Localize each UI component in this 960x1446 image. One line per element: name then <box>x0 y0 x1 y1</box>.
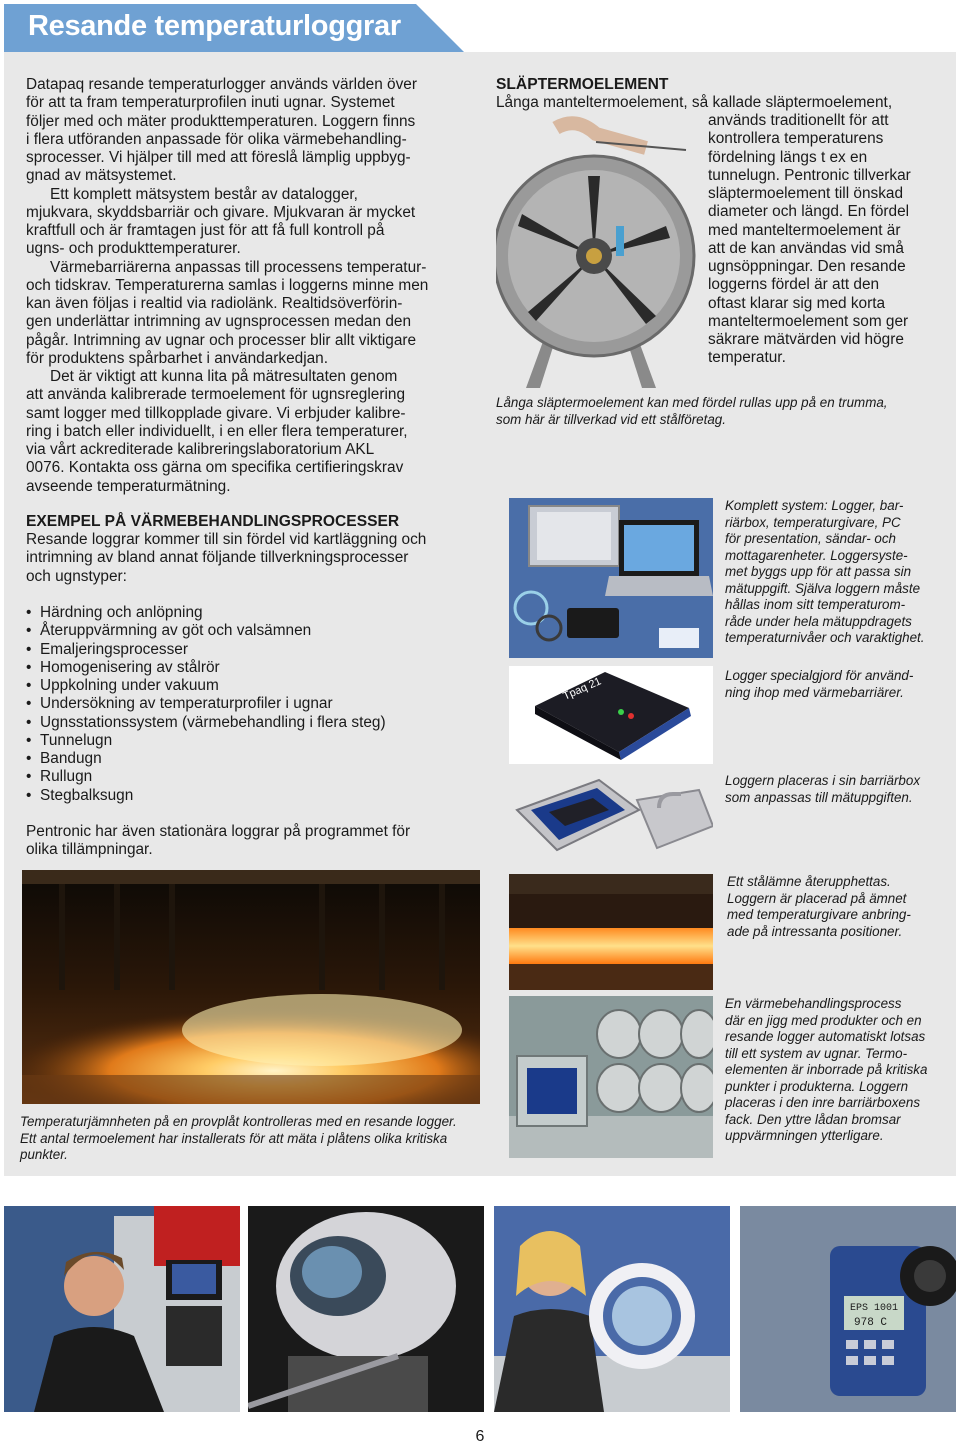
text-line: olika tillämpningar. <box>26 841 153 859</box>
page-title: Resande temperaturloggrar <box>28 10 401 42</box>
text-line: pågår. Intrimning av ugnar och processer blir allt viktigare <box>26 331 417 349</box>
text-line: punkter i produkterna. Loggern <box>725 1078 909 1094</box>
text-line: säkrare mätvärden vid högre <box>708 331 904 348</box>
jig-caption <box>725 996 927 1145</box>
text-line: manteltermoelement som ger <box>708 312 909 330</box>
text-line: riärbox, temperaturgivare, PC <box>725 514 901 530</box>
text-line: som anpassas till mätuppgiften. <box>725 789 913 805</box>
text-line: ring i batch eller individuellt, i en eller flera temperaturer, <box>26 422 408 440</box>
process-list <box>26 604 386 805</box>
text-line: ugnsöppningar. Den resande <box>708 258 906 275</box>
intro-p1 <box>26 76 428 186</box>
text-line: Logger specialgjord för använd- <box>725 668 914 683</box>
text-line: Komplett system: Logger, bar- <box>725 498 904 513</box>
list-item: • Undersökning av temperaturprofiler i ugnar <box>26 695 386 713</box>
list-item: • Återuppvärmning av göt och valsämnen <box>26 622 386 640</box>
welder-photo <box>248 1206 484 1412</box>
barrier-caption <box>725 773 920 806</box>
text-line: fack. Den yttre lådan bromsar <box>725 1111 901 1127</box>
list-item: • Homogenisering av stålrör <box>26 659 386 677</box>
text-line: via vårt ackrediterade kalibreringslaboratorium AKL <box>26 441 375 458</box>
list-item: • Bandugn <box>26 750 386 768</box>
text-line: kontrollera temperaturens <box>708 130 884 148</box>
operator-photo <box>4 1206 240 1412</box>
text-line: intrimning av bland annat följande tillverkningsprocesser <box>26 549 409 567</box>
text-line: råde under hela mätuppdragets <box>725 613 912 629</box>
barrier-photo <box>509 770 713 866</box>
slap-caption <box>496 395 888 428</box>
text-line: att använda kalibrerade termoelement för ugnsreglering <box>26 386 406 404</box>
text-line: mottagarenheter. Loggersyste- <box>725 547 908 563</box>
text-line: 0076. Kontakta oss gärna om specifika certifieringskrav <box>26 459 404 477</box>
instrument-photo <box>740 1206 956 1412</box>
text-line: punkter. <box>20 1147 68 1162</box>
text-line: Loggern är placerad på ämnet <box>727 890 907 906</box>
inspector-photo <box>494 1206 730 1412</box>
slap-lead: Långa manteltermoelement, så kallade släptermoelement, <box>496 94 893 111</box>
list-item: • Uppkolning under vakuum <box>26 677 386 695</box>
billet-photo <box>509 874 713 990</box>
examples-heading: EXEMPEL PÅ VÄRMEBEHANDLINGSPROCESSER <box>26 513 400 530</box>
text-line: släptermoelement till önskad <box>708 185 904 202</box>
text-line: mjukvara, skyddsbarriär och givare. Mjukvaran är mycket <box>26 203 416 221</box>
list-item: • Ugnsstationssystem (värmebehandling i flera steg) <box>26 714 386 732</box>
text-line: Det är viktigt att kunna lita på mätresultaten genom <box>50 368 398 385</box>
text-line: ade på intressanta positioner. <box>727 923 903 939</box>
intro-p2 <box>26 186 428 259</box>
text-line: Resande loggrar kommer till sin fördel vid kartläggning och <box>26 531 427 548</box>
text-line: diameter och längd. En fördel <box>708 203 910 221</box>
text-line: Pentronic har även stationära loggrar på programmet för <box>26 823 411 840</box>
logger-caption <box>725 668 913 701</box>
jig-photo <box>509 996 713 1158</box>
text-line: temperatur. <box>708 349 786 367</box>
text-line: för presentation, sändar- och <box>725 531 896 546</box>
text-line: oftast klarar sig med korta <box>708 294 886 312</box>
list-item: • Stegbalksugn <box>26 787 386 805</box>
text-line: hållas inom sitt temperaturom- <box>725 597 906 612</box>
text-line: för att ta fram temperaturprofilen inuti ugnar. Systemet <box>26 94 395 112</box>
text-line: som här är tillverkad vid ett stålföretag. <box>496 411 726 427</box>
readout-line-1: EPS 1001 <box>850 1303 899 1314</box>
text-line: temperaturnivåer och varaktighet. <box>725 630 925 645</box>
system-caption <box>725 498 924 647</box>
intro-p3 <box>26 259 428 369</box>
text-line: kan även följas i realtid via radiolänk. Realtidsöverförin- <box>26 295 403 312</box>
text-line: gnad av mätsystemet. <box>26 167 177 185</box>
text-line: resande logger automatiskt lotsas <box>725 1029 926 1044</box>
examples-intro <box>26 531 426 586</box>
text-line: fördelning längs t ex en <box>708 148 868 166</box>
text-line: Datapaq resande temperaturlogger används världen över <box>26 76 417 93</box>
text-line: Temperaturjämnheten på en provplåt kontrolleras med en resande logger. <box>20 1114 457 1129</box>
text-line: ning ihop med värmebarriärer. <box>725 684 904 700</box>
text-line: till ett system av ugnar. Termo- <box>725 1045 908 1061</box>
text-line: Värmebarriärerna anpassas till processens temperatur- <box>50 258 427 276</box>
list-item: • Tunnelugn <box>26 732 386 750</box>
furnace-plate-photo <box>22 870 480 1104</box>
text-line: En värmebehandlingsprocess <box>725 996 902 1011</box>
text-line: tunnelugn. Pentronic tillverkar <box>708 166 911 184</box>
logger-label: Tpaq 21 <box>561 675 604 703</box>
text-line: i flera utföranden anpassade för olika värmebehandling- <box>26 130 407 148</box>
text-line: samt logger med tillkopplade givare. Vi erbjuder kalibre- <box>26 404 406 422</box>
text-line: Ett antal termoelement har installerats för att mäta i plåtens olika kritiska <box>20 1130 448 1146</box>
system-photo <box>509 498 713 658</box>
text-line: elementen är inborrade på kritiska <box>725 1062 928 1077</box>
slap-body <box>708 112 911 368</box>
list-item: • Härdning och anlöpning <box>26 604 386 622</box>
text-line: met byggs upp för att passa sin <box>725 564 912 579</box>
text-line: används traditionellt för att <box>708 112 889 129</box>
text-line: gen underlättar intrimning av ugnsprocessen medan den <box>26 313 412 331</box>
text-line: och ugnstyper: <box>26 567 127 585</box>
text-line: loggerns fördel är att den <box>708 276 880 294</box>
logger-photo <box>509 666 713 764</box>
list-item: • Rullugn <box>26 768 386 786</box>
text-line: sprocesser. Vi hjälper till med att föreslå lämplig uppbyg- <box>26 149 411 166</box>
text-line: med manteltermoelement är <box>708 221 901 239</box>
intro-p4 <box>26 368 428 496</box>
slap-heading: SLÄPTERMOELEMENT <box>496 76 669 93</box>
plate-caption <box>20 1114 457 1164</box>
readout-line-2: 978 C <box>854 1317 888 1329</box>
text-line: med temperaturgivare anbring- <box>727 907 911 922</box>
intro-text <box>26 76 428 496</box>
text-line: kraftfull och är framtagen just för att få full kontroll på <box>26 222 385 239</box>
text-line: där en jigg med produkter och en <box>725 1012 922 1028</box>
text-line: Långa släptermoelement kan med fördel rullas upp på en trumma, <box>496 395 888 410</box>
text-line: att de kan användas vid små <box>708 239 904 257</box>
drum-photo <box>496 116 702 388</box>
text-line: Loggern placeras i sin barriärbox <box>725 773 921 788</box>
text-line: Ett komplett mätsystem består av datalogger, <box>50 185 358 203</box>
text-line: ugns- och produkttemperaturer. <box>26 240 241 258</box>
billet-caption <box>727 874 911 940</box>
text-line: mätuppgift. Själva loggern måste <box>725 580 921 596</box>
examples-outro <box>26 823 410 860</box>
text-line: avseende temperaturmätning. <box>26 477 231 495</box>
text-line: placeras i den inre barriärboxens <box>725 1095 921 1110</box>
text-line: uppvärmningen ytterligare. <box>725 1128 884 1143</box>
text-line: och tidskrav. Temperaturerna samlas i loggerns minne men <box>26 276 429 294</box>
list-item: • Emaljeringsprocesser <box>26 641 386 659</box>
text-line: för produktens spårbarhet i användarkedjan. <box>26 349 329 367</box>
page-number: 6 <box>475 1428 485 1445</box>
text-line: Ett stålämne återupphettas. <box>727 874 891 889</box>
text-line: följer med och mäter produkttemperaturen. Loggern finns <box>26 112 416 130</box>
